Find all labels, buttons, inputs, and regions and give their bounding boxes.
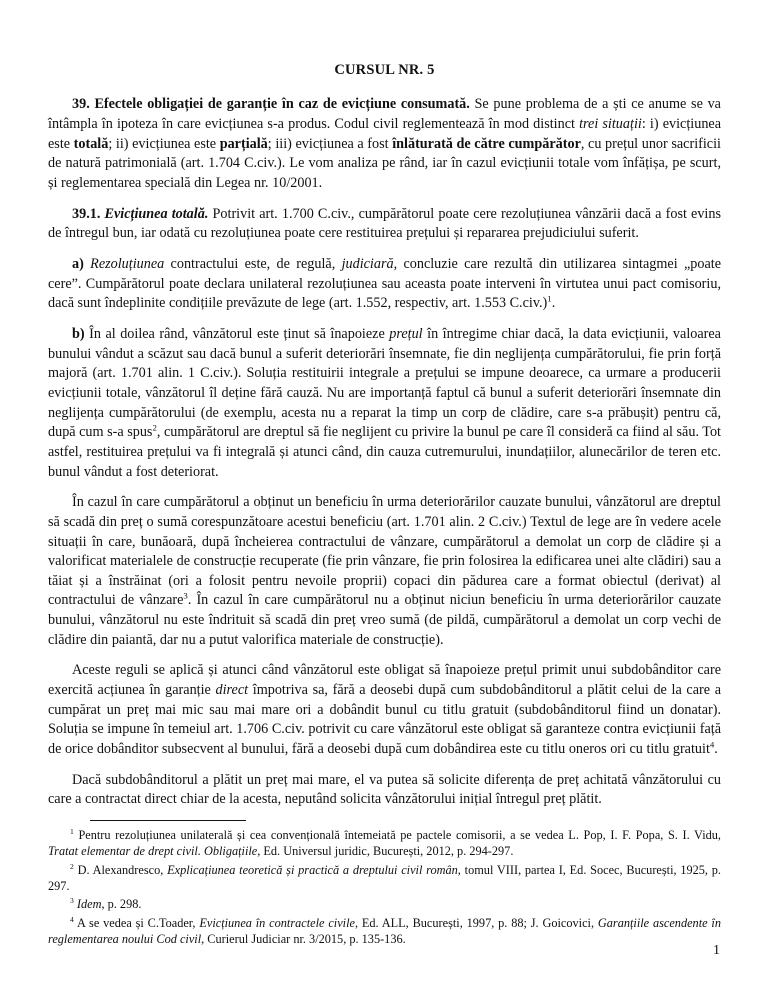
text-run: A se vedea și C.Toader, <box>76 915 200 930</box>
text-run: Rezoluțiunea <box>90 255 165 272</box>
footnote-marker: 1 <box>70 826 74 836</box>
text-run: Tratat elementar de drept civil. Obligațiile <box>48 844 258 859</box>
page-title: CURSUL NR. 5 <box>334 62 435 78</box>
body-text <box>48 79 721 810</box>
text-run: În cazul în care cumpărătorul a obținut un beneficiu în urma deteriorărilor cauzate bunului, vânzătorul are dreptul să scadă din preț o sumă corespunzătoare acestui beneficiu (art. 1.701 alin. 2 C.civ.) Textul de lege are în vedere acele situații în care, bunăoară, după încheierea contractului de vânzare, cumpărătorul a demolat un corp de clădire și a valorificat materialele de construcție recuperate (fie prin vânzare, fie prin folosirea la edificarea unei alte clădiri) sau a tăiat și a înstrăinat (ori a folosit pentru nevoile proprii) copaci din pădurea care a format obiectul (derivat) al contractului de vânzare <box>48 494 721 609</box>
text-run: În al doilea rând, vânzătorul este ținut să înapoieze <box>84 325 390 342</box>
page-number: 1 <box>713 943 720 958</box>
footnote-1 <box>48 821 721 860</box>
footnote-reference[interactable]: 1 <box>547 293 552 304</box>
text-run: D. Alexandresco, <box>77 862 168 877</box>
paragraph-p-a <box>48 244 721 314</box>
text-run: : i) evicțiunea este <box>48 116 722 152</box>
text-run: înlăturată de către cumpărător <box>392 135 581 152</box>
text-run: , Curierul Judiciar nr. 3/2015, p. 135-136. <box>201 932 406 947</box>
text-run: Idem <box>76 897 102 912</box>
text-run: parțială <box>219 135 268 152</box>
text-run: judiciară <box>341 255 394 272</box>
text-run: . În cazul în care cumpărătorul nu a obținut niciun beneficiu în urma deteriorărilor cauzate bunului, vânzătorul nu este îndrituit să scadă din preț vreo sumă (de pildă, cumpărătorul a demolat un corp vechi de clădire din paiantă, dar nu a putut valorifica materiale de construcție). <box>48 592 721 648</box>
page-content <box>48 0 721 810</box>
text-run: 39. Efectele obligației de garanție în caz de evicțiune consumată. <box>72 96 470 113</box>
text-run: Aceste reguli se aplică și atunci când vânzătorul este obligat să înapoieze prețul primit unui subdobânditor care exercită acțiunea în garanție <box>48 662 721 699</box>
paragraph-p-39-1 <box>48 194 721 244</box>
text-run: direct <box>215 682 249 699</box>
footnote-2 <box>48 860 721 895</box>
footnote-marker: 2 <box>70 861 74 871</box>
text-run: în întregime chiar dacă, la data evicțiunii, valoarea bunului vândut a scăzut sau dacă bunul a suferit deteriorări însemnate, fie din neglijența cumpărătorului, fie prin forță majoră (art. 1.701 alin. 1 C.civ.). Soluția restituirii integrale a prețului se impune deoarece, ca urmare a producerii evicțiunii totale, vânzătorul îl deține fără cauză. Nu are importanță faptul că bunul a suferit deteriorări însemnate din neglijența cumpărătorului (de exemplu, acesta nu a reparat la timp un corp de clădire, care s-a prăbușit) pentru că, după cum s-a spus <box>48 325 721 441</box>
text-run: , p. 298. <box>101 897 142 912</box>
footnote-marker: 3 <box>70 896 74 906</box>
footnote-marker: 4 <box>70 914 74 924</box>
text-run: Pentru rezoluțiunea unilaterală și cea convențională întemeiată pe pactele comisorii, a se vedea L. Pop, I. F. Popa, S. I. Vidu, <box>78 828 721 842</box>
text-run: ; ii) evicțiunea este <box>108 135 220 152</box>
text-run: , Ed. Universul juridic, București, 2012, p. 294-297. <box>257 844 514 859</box>
text-run: , cumpărătorul are dreptul să fie neglijent cu privire la bunul pe care îl consideră ca fiind al său. Tot astfel, restituirea prețului va fi integrală și atunci când, din cauza cutremurului, inundațiilor, alunecărilor de teren etc. bunul vândut a fost deteriorat. <box>48 424 721 480</box>
paragraph-p-b <box>48 314 721 482</box>
text-run: . <box>551 295 556 312</box>
text-run: împotriva sa, fără a deosebi după cum subdobânditorul a plătit celui de la care a cumpărat un preț mai mic sau mai mare ori a dobândit bunul cu titlu gratuit (subdobânditorul fiind un donatar). Soluția se impune în temeiul art. 1.706 C.civ. potrivit cu care vânzătorul este obligat să garanteze contra evicțiunii față de orice dobânditor subsecvent al bunului, fără a deosebi după cum dobândirea este cu titlu oneros ori cu titlu gratuit <box>48 682 721 758</box>
text-run: Dacă subdobânditorul a plătit un preț mai mare, el va putea să solicite diferența de preț achitată vânzătorului cu care a contractat direct chiar de la acesta, neputând solicita vânzătorului inițial întregul preț plătit. <box>48 771 721 808</box>
text-run: , Ed. ALL, București, 1997, p. 88; J. Goicovici, <box>354 915 598 930</box>
footnotes-section <box>48 820 721 947</box>
paragraph-p-39 <box>48 79 721 193</box>
text-run: contractului este, de regulă, <box>164 255 342 272</box>
text-run: Evicțiunea totală. <box>104 205 209 222</box>
text-run: Garanțiile ascendente în reglementarea noului Cod civil <box>48 915 721 947</box>
footnote-reference[interactable]: 4 <box>709 739 715 750</box>
text-run: Se pune problema de a ști ce anume se va întâmpla în ipoteza în care evicțiunea s-a produs. Codul civil reglementează în mod distinct <box>48 96 721 133</box>
text-run: Potrivit art. 1.700 C.civ., cumpărătorul poate cere rezoluțiunea vânzării dacă a fost evins de întregul bun, iar odată cu rezoluțiunea poate cere restituirea prețului și repararea prejudiciului suferit. <box>48 205 721 242</box>
text-run: Evicțiunea în contractele civile <box>199 915 355 930</box>
text-run: 39.1. <box>72 205 105 222</box>
paragraph-p-pret-mai-mare <box>48 760 721 810</box>
text-run: ; iii) evicțiunea a fost <box>267 135 393 152</box>
text-run: trei situații <box>579 116 642 133</box>
text-run: Explicațiunea teoretică și practică a dreptului civil român, <box>167 862 461 877</box>
footnote-4 <box>48 913 721 948</box>
footnote-list <box>48 821 721 947</box>
footnote-reference[interactable]: 3 <box>183 590 188 601</box>
text-run: , concluzie care rezultă din utilizarea sintagmei „poate cere”. Cumpărătorul poate declara unilateral rezoluțiunea sau aceasta poate interveni în virtutea unui pact comisoriu, dacă sunt îndeplinite condițiile prevăzute de lege (art. 1.552, respectiv, art. 1.553 C.civ.) <box>48 255 722 312</box>
text-run: totală <box>73 135 109 152</box>
text-run: b) <box>72 325 85 342</box>
text-run: tomul VIII, partea I, Ed. Socec, București, 1925, p. 297. <box>48 862 721 894</box>
text-run: prețul <box>389 325 423 342</box>
footnote-reference[interactable]: 2 <box>152 422 157 433</box>
paragraph-p-subdobanditor <box>48 650 721 759</box>
text-run: a) <box>72 255 84 272</box>
text-run: , cu prețul unor sacrificii de natură patrimonială (art. 1.704 C.civ.). Le vom analiza pe rând, iar în cazul evicțiunii totale vom înfățișa, pe scurt, și reglementarea specială din Legea nr. 10/2001. <box>48 135 721 192</box>
text-run: . <box>714 741 718 758</box>
footnote-3 <box>48 894 721 912</box>
paragraph-p-beneficiu <box>48 482 721 650</box>
